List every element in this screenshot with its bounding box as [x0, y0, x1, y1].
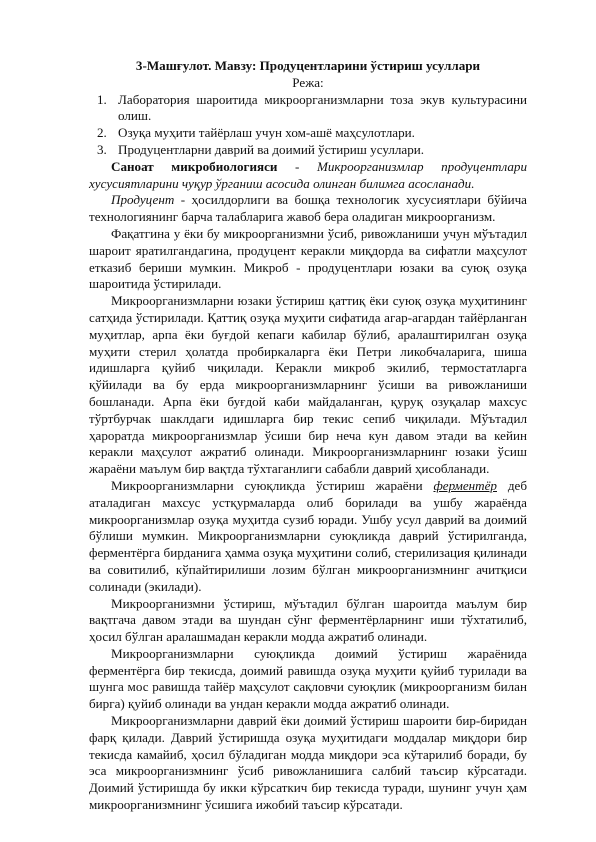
producer-paragraph [89, 192, 527, 226]
document-page [89, 58, 527, 814]
body-paragraph-4: Микроорганизмни ўстириш, мўътадил бўлган шароитда маълум бир вақтгача давом этади ва шундан сўнг ферментёрларнинг иши тўхтатилиб, ҳосил бўлган аралашмадан керакли модда ажратиб олинади. [89, 595, 527, 645]
producer-text: - ҳосилдорлиги ва бошқа технологик хусусиятлари бўйича технологиянинг барча талабларига жавоб бера оладиган микроорганизм. [89, 192, 527, 225]
plan-list [89, 92, 527, 159]
body-paragraph-1: Фақатгина у ёки бу микроорганизмни ўсиб, ривожланиши учун мўътадил шароит яратилгандагина, продуцент керакли миқдорда ва сифатли маҳсулот етказиб бериши мумкин. Микроб - продуцентлари юзаки ва суюқ озуқа шароитида ўстирилади. [89, 225, 527, 292]
definition-text: Микроорганизмлар продуцентлари хусусиятларини чуқур ўрганиш асосида олинган билимга асосланади. [89, 158, 527, 191]
document-title: 3-Машғулот. Мавзу: Продуцентларини ўстириш усуллари [135, 58, 481, 73]
plan-item-text: Озуқа муҳити тайёрлаш учун хом-ашё маҳсулотлари. [118, 125, 415, 141]
definition-term: Саноат микробиологияси [111, 158, 278, 174]
body-paragraph-3 [89, 478, 527, 596]
plan-item-number: 2. [97, 125, 107, 141]
body-paragraph-2: Микроорганизмларни юзаки ўстириш қаттиқ ёки суюқ озуқа муҳитининг сатҳида ўстирилади. Қаттиқ озуқа муҳити сифатида агар-агардан тайёрланган муҳитлар, арпа ёки буғдой кепаги кабилар бўлиб, аралаштирилган озуқа муҳити стерил ҳолатда пробиркаларга ёки Петри ликобчаларига, шиша идишларга қуйиб чиқилади. Керакли микроб экилиб, термостатларга қўйилади ва бу ерда микроорганизмларнинг ўсиши ва ривожланиши бошланади. Арпа ёки буғдой каби майдаланган, қуруқ озуқалар махсус тўртбурчак шаклдаги идишларга бир текис сепиб чиқилади. Мўътадил ҳароратда микроорганизмлар ўсиши бир неча кун давом этади ва кейин керакли маҳсулот ажратиб олинади. Микроорганизмларнинг юзаки ўсиш жараёни маълум бир вақтда тўхтаганлиги сабабли даврий ҳисобланади. [89, 293, 527, 477]
body-paragraph-5: Микроорганизмларни суюқликда доимий ўстириш жараёнида ферментёрга бир текисда, доимий равишда озуқа муҳити қуйиб турилади ва шунга мос равишда тайёр маҳсулот сақловчи суюқлик (микроорганизм билан бирга) қуйиб олинади ва ундан керакли модда ажратиб олинади. [89, 645, 527, 712]
body-paragraph-6: Микроорганизмларни даврий ёки доимий ўстириш шароити бир-биридан фарқ қилади. Даврий ўстиришда озуқа муҳитидаги моддалар миқдори бир текисда камайиб, ҳосил бўладиган модда миқдори эса кўтарилиб боради, бу эса микроорганизмнинг ўсиб ривожланишига салбий таъсир кўрсатади. Доимий ўстиришда бу икки кўрсаткич бир текисда туради, шунинг учун ҳам микроорганизмнинг ўсишига ижобий таъсир кўрсатади. [89, 713, 527, 813]
plan-item [89, 142, 527, 159]
plan-item-number: 1. [97, 91, 107, 107]
producer-term: Продуцент [111, 192, 175, 208]
plan-item-number: 3. [97, 141, 107, 157]
plan-label: Режа: [292, 74, 324, 90]
definition-dash: - [277, 158, 317, 174]
plan-item [89, 125, 527, 142]
fermenter-term: ферментёр [433, 477, 497, 493]
plan-item-text: Продуцентларни даврий ва доимий ўстириш усуллари. [118, 141, 425, 157]
plan-item-text: Лаборатория шароитида микроорганизмларни тоза экув культурасини олиш. [118, 91, 527, 124]
definition-paragraph [89, 159, 527, 193]
para3-end: деб аталадиган махсус устқурмаларда олиб борилади ва ушбу жараёнда микроорганизмлар озуқа муҳитда сузиб юради. Ушбу усул даврий ва доимий бўлиши мумкин. Микроорганизмларни суюқликда даврий ўстирилганда, ферментёрга бирданига ҳамма озуқа муҳитини солиб, стерилизация қилинади ва совитилиб, кўпайтирилиши лозим бўлган микроорганизмнинг ачитқиси солинади (экилади). [89, 477, 527, 594]
plan-item [89, 92, 527, 126]
para3-start: Микроорганизмларни суюқликда ўстириш жараёни [111, 477, 434, 493]
